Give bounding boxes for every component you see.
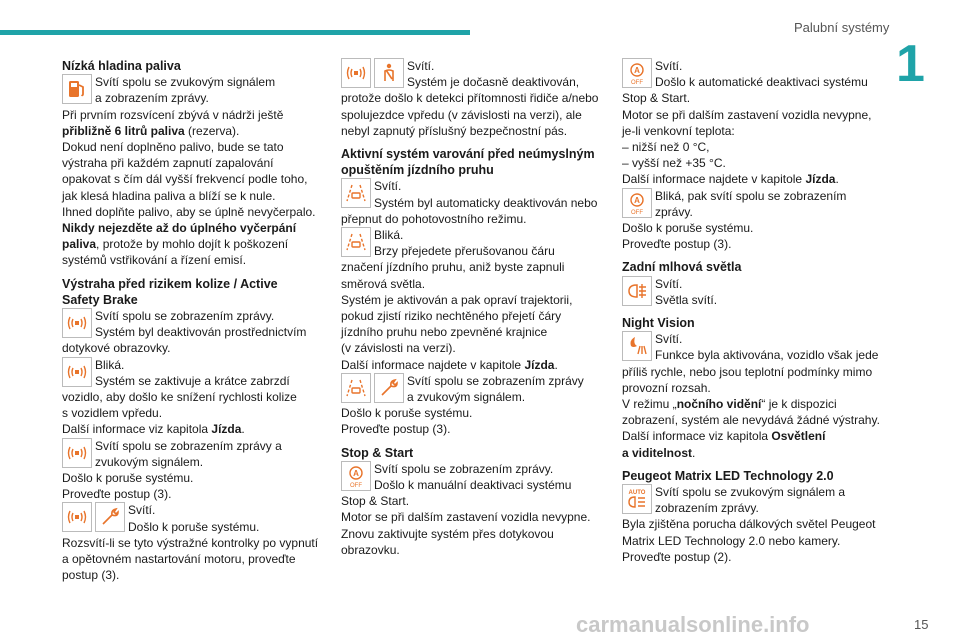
text-line: Svítí spolu se zobrazením zprávy. [374,461,554,476]
text-line: Bliká, pak svítí spolu se zobrazením [655,188,847,203]
page-number: 15 [914,617,929,632]
fuel-text-line: systémů vstřikování a řízení emisí. [62,253,247,268]
text-line: jízdního pruhu nebo zpevněné krajnice [341,325,548,340]
wrench-icon [95,502,125,532]
night-vision-icon [622,331,652,361]
text-line: Proveďte postup (2). [622,549,732,564]
text-line: Došlo k poruše systému. [128,519,260,534]
text-line: Svítí. [655,332,683,347]
text-line: Proveďte postup (3). [62,487,172,502]
text-line: Svítí spolu se zobrazením zprávy [407,373,584,388]
auto-high-beam-icon [622,484,652,514]
text-line: Motor se při dalším zastavení vozidla nevypne, [622,107,872,122]
fog-row [622,276,884,308]
svg-text:OFF: OFF [631,209,643,215]
text-line: Došlo k poruše systému. [341,406,473,421]
stop-start-off-icon [341,461,371,491]
collision-warning-icon [62,438,92,468]
text-line: Rozsvítí-li se tyto výstražné kontrolky po vypnutí [62,535,319,550]
text-line: postup (3). [62,568,120,583]
text-line: Motor se při dalším zastavení vozidla nevypne. [341,510,591,525]
chapter-number: 1 [896,35,925,93]
svg-text:OFF: OFF [631,80,643,85]
text-line: a zvukovým signálem. [407,390,526,405]
collision-warning-icon [62,502,92,532]
collision-warning-icon [62,308,92,338]
column-2 [341,58,605,558]
text-line: Proveďte postup (3). [341,422,451,437]
text-line: a viditelnost. [622,445,696,460]
text-line: – vyšší než +35 °C. [622,156,726,171]
text-line: Systém byl deaktivován prostřednictvím [95,325,307,340]
text-line: pokud zjistí riziko nechtěného přejetí čáry [341,309,562,324]
text-line: zprávy. [655,204,693,219]
fog-heading: Zadní mlhová světla [622,260,742,275]
stopstart-heading: Stop & Start [341,445,414,460]
text-line: Svítí. [374,179,402,194]
collision-warning-icon [62,357,92,387]
text-line: Systém je dočasně deaktivován, [407,75,580,90]
text-line: Matrix LED Technology 2.0 nebo kamery. [622,533,841,548]
wrench-icon [374,373,404,403]
text-line: – nižší než 0 °C, [622,140,710,155]
text-line: Další informace viz kapitola Osvětlení [622,429,826,444]
column-3 [622,58,884,565]
text-line: Byla zjištěna porucha dálkových světel Peugeot [622,517,876,532]
stopstart-row-a [341,461,605,493]
fuel-icon-text-2: a zobrazením zprávy. [95,91,209,106]
collision-row-b [62,357,328,389]
section-title: Palubní systémy [794,20,890,35]
text-line: Brzy přejedete přerušovanou čáru [374,244,555,259]
text-line: Svítí spolu se zobrazením zprávy a [95,438,282,453]
lane-departure-icon [341,373,371,403]
text-line: Svítí. [128,503,156,518]
text-line: Systém se zaktivuje a krátce zabrzdí [95,373,290,388]
stop-start-off-icon [622,188,652,218]
text-line: vozidlo, aby došlo ke snížení rychlosti kolize [62,390,297,405]
auto-stopstart-row [622,58,884,90]
text-line: přepnut do pohotovostního režimu. [341,211,527,226]
collision-row-d [62,502,328,534]
text-line: Stop & Start. [622,91,691,106]
fuel-text-line: Dokud není doplněno palivo, bude se tato [62,140,284,155]
text-line: Došlo k poruše systému. [62,471,194,486]
text-line: obrazovku. [341,542,400,557]
text-line: je-li venkovní teplota: [622,123,735,138]
text-line: Stop & Start. [341,494,410,509]
night-vision-heading: Night Vision [622,316,695,331]
seatbelt-icon [374,58,404,88]
text-line: V režimu „nočního vidění“ je k dispozici [622,397,837,412]
text-line: Svítí. [655,59,683,73]
fuel-warning-row [62,74,328,106]
fuel-text-line: paliva, protože by mohlo dojít k poškození [62,237,289,252]
text-line: a opětovném nastartování motoru, proveďte [62,552,296,567]
text-line: Svítí spolu se zobrazením zprávy. [95,309,275,324]
svg-text:AUTO: AUTO [628,490,646,497]
rear-fog-light-icon [622,276,652,306]
text-line: s vozidlem vpředu. [62,406,163,421]
watermark: carmanualsonline.info [576,612,810,637]
fuel-text-line: výstraha při každém zapnutí zapalování [62,156,274,171]
fuel-icon-text-1: Svítí spolu se zvukovým signálem [95,75,276,90]
text-line: značení jízdního pruhu, aniž byste zapnuli [341,260,565,275]
text-line: Došlo k manuální deaktivaci systému [374,478,572,493]
stop-start-off-icon [622,58,652,88]
text-line: zvukovým signálem. [95,454,204,469]
night-vision-row [622,331,884,363]
fuel-text-line: Ihned doplňte palivo, aby se úplně nevyčerpalo. [62,204,316,219]
text-line: Svítí. [407,59,435,73]
svg-text:A: A [634,66,640,75]
fuel-text-line: přibližně 6 litrů paliva (rezerva). [62,123,240,138]
text-line: Znovu zaktivujte systém přes dotykovou [341,526,554,541]
fuel-pump-icon [62,74,92,104]
text-line: Další informace najdete v kapitole Jízda. [622,172,839,187]
fuel-heading: Nízká hladina paliva [62,59,181,73]
lane-row-a [341,178,605,210]
collision-row-c [62,438,328,470]
lane-departure-icon [341,178,371,208]
fuel-text-line: opakovat s čím dál vyšší frekvencí podle toho, [62,172,308,187]
text-line: Funkce byla aktivována, vozidlo však jede [655,348,879,363]
lane-row-c [341,373,605,405]
text-line: Bliká. [95,357,125,372]
column-1 [62,58,328,584]
text-line: nebyl zapnutý příslušný bezpečnostní pás. [341,123,568,138]
text-line: Systém je aktivován a pak opraví trajektorii, [341,292,573,307]
text-line: dotykové obrazovky. [62,341,171,356]
collision-warning-icon [341,58,371,88]
lane-departure-icon [341,227,371,257]
text-line: Svítí. [655,276,683,291]
text-line: (v závislosti na verzi). [341,341,456,356]
stopstart-fault-row [622,188,884,220]
text-line: Systém byl automaticky deaktivován nebo [374,195,598,210]
collision-heading: Výstraha před rizikem kolize / Active Safety Brake [62,276,278,307]
matrix-led-heading: Peugeot Matrix LED Technology 2.0 [622,468,834,483]
text-line: Další informace viz kapitola Jízda. [62,422,245,437]
text-line: spolujezdce vpředu (v závislosti na verzi), ale [341,107,582,122]
fuel-text-line: jak klesá hladina paliva a blíží se k nule. [62,188,276,203]
text-line: zobrazením zprávy. [655,501,759,516]
text-line: příliš rychle, nebo jsou teplotní podmínky mimo [622,364,873,379]
lane-heading: Aktivní systém varování před neúmyslným opuštěním jízdního pruhu [341,147,595,178]
text-line: Další informace najdete v kapitole Jízda. [341,357,558,372]
text-line: zobrazení, systém ale nevydává žádné výstrahy. [622,413,880,428]
text-line: protože došlo k detekci přítomnosti řidiče a/nebo [341,91,599,106]
matrix-led-row [622,484,884,516]
text-line: Došlo k poruše systému. [622,221,754,236]
collision-row-a [62,308,328,340]
text-line: Bliká. [374,228,404,243]
svg-text:A: A [353,468,359,478]
svg-text:A: A [634,195,640,205]
fuel-text-line: Při prvním rozsvícení zbývá v nádrži ještě [62,107,284,122]
fuel-text-line: Nikdy nejezděte až do úplného vyčerpání [62,221,297,236]
seatbelt-row [341,58,605,90]
top-accent-bar [0,30,470,35]
lane-row-b [341,227,605,259]
svg-text:OFF: OFF [350,482,362,488]
text-line: Proveďte postup (3). [622,237,732,252]
text-line: směrová světla. [341,276,426,291]
text-line: Světla svítí. [655,292,718,307]
text-line: Svítí spolu se zvukovým signálem a [655,485,846,500]
text-line: provozní rozsah. [622,380,711,395]
text-line: Došlo k automatické deaktivaci systému [655,75,868,90]
